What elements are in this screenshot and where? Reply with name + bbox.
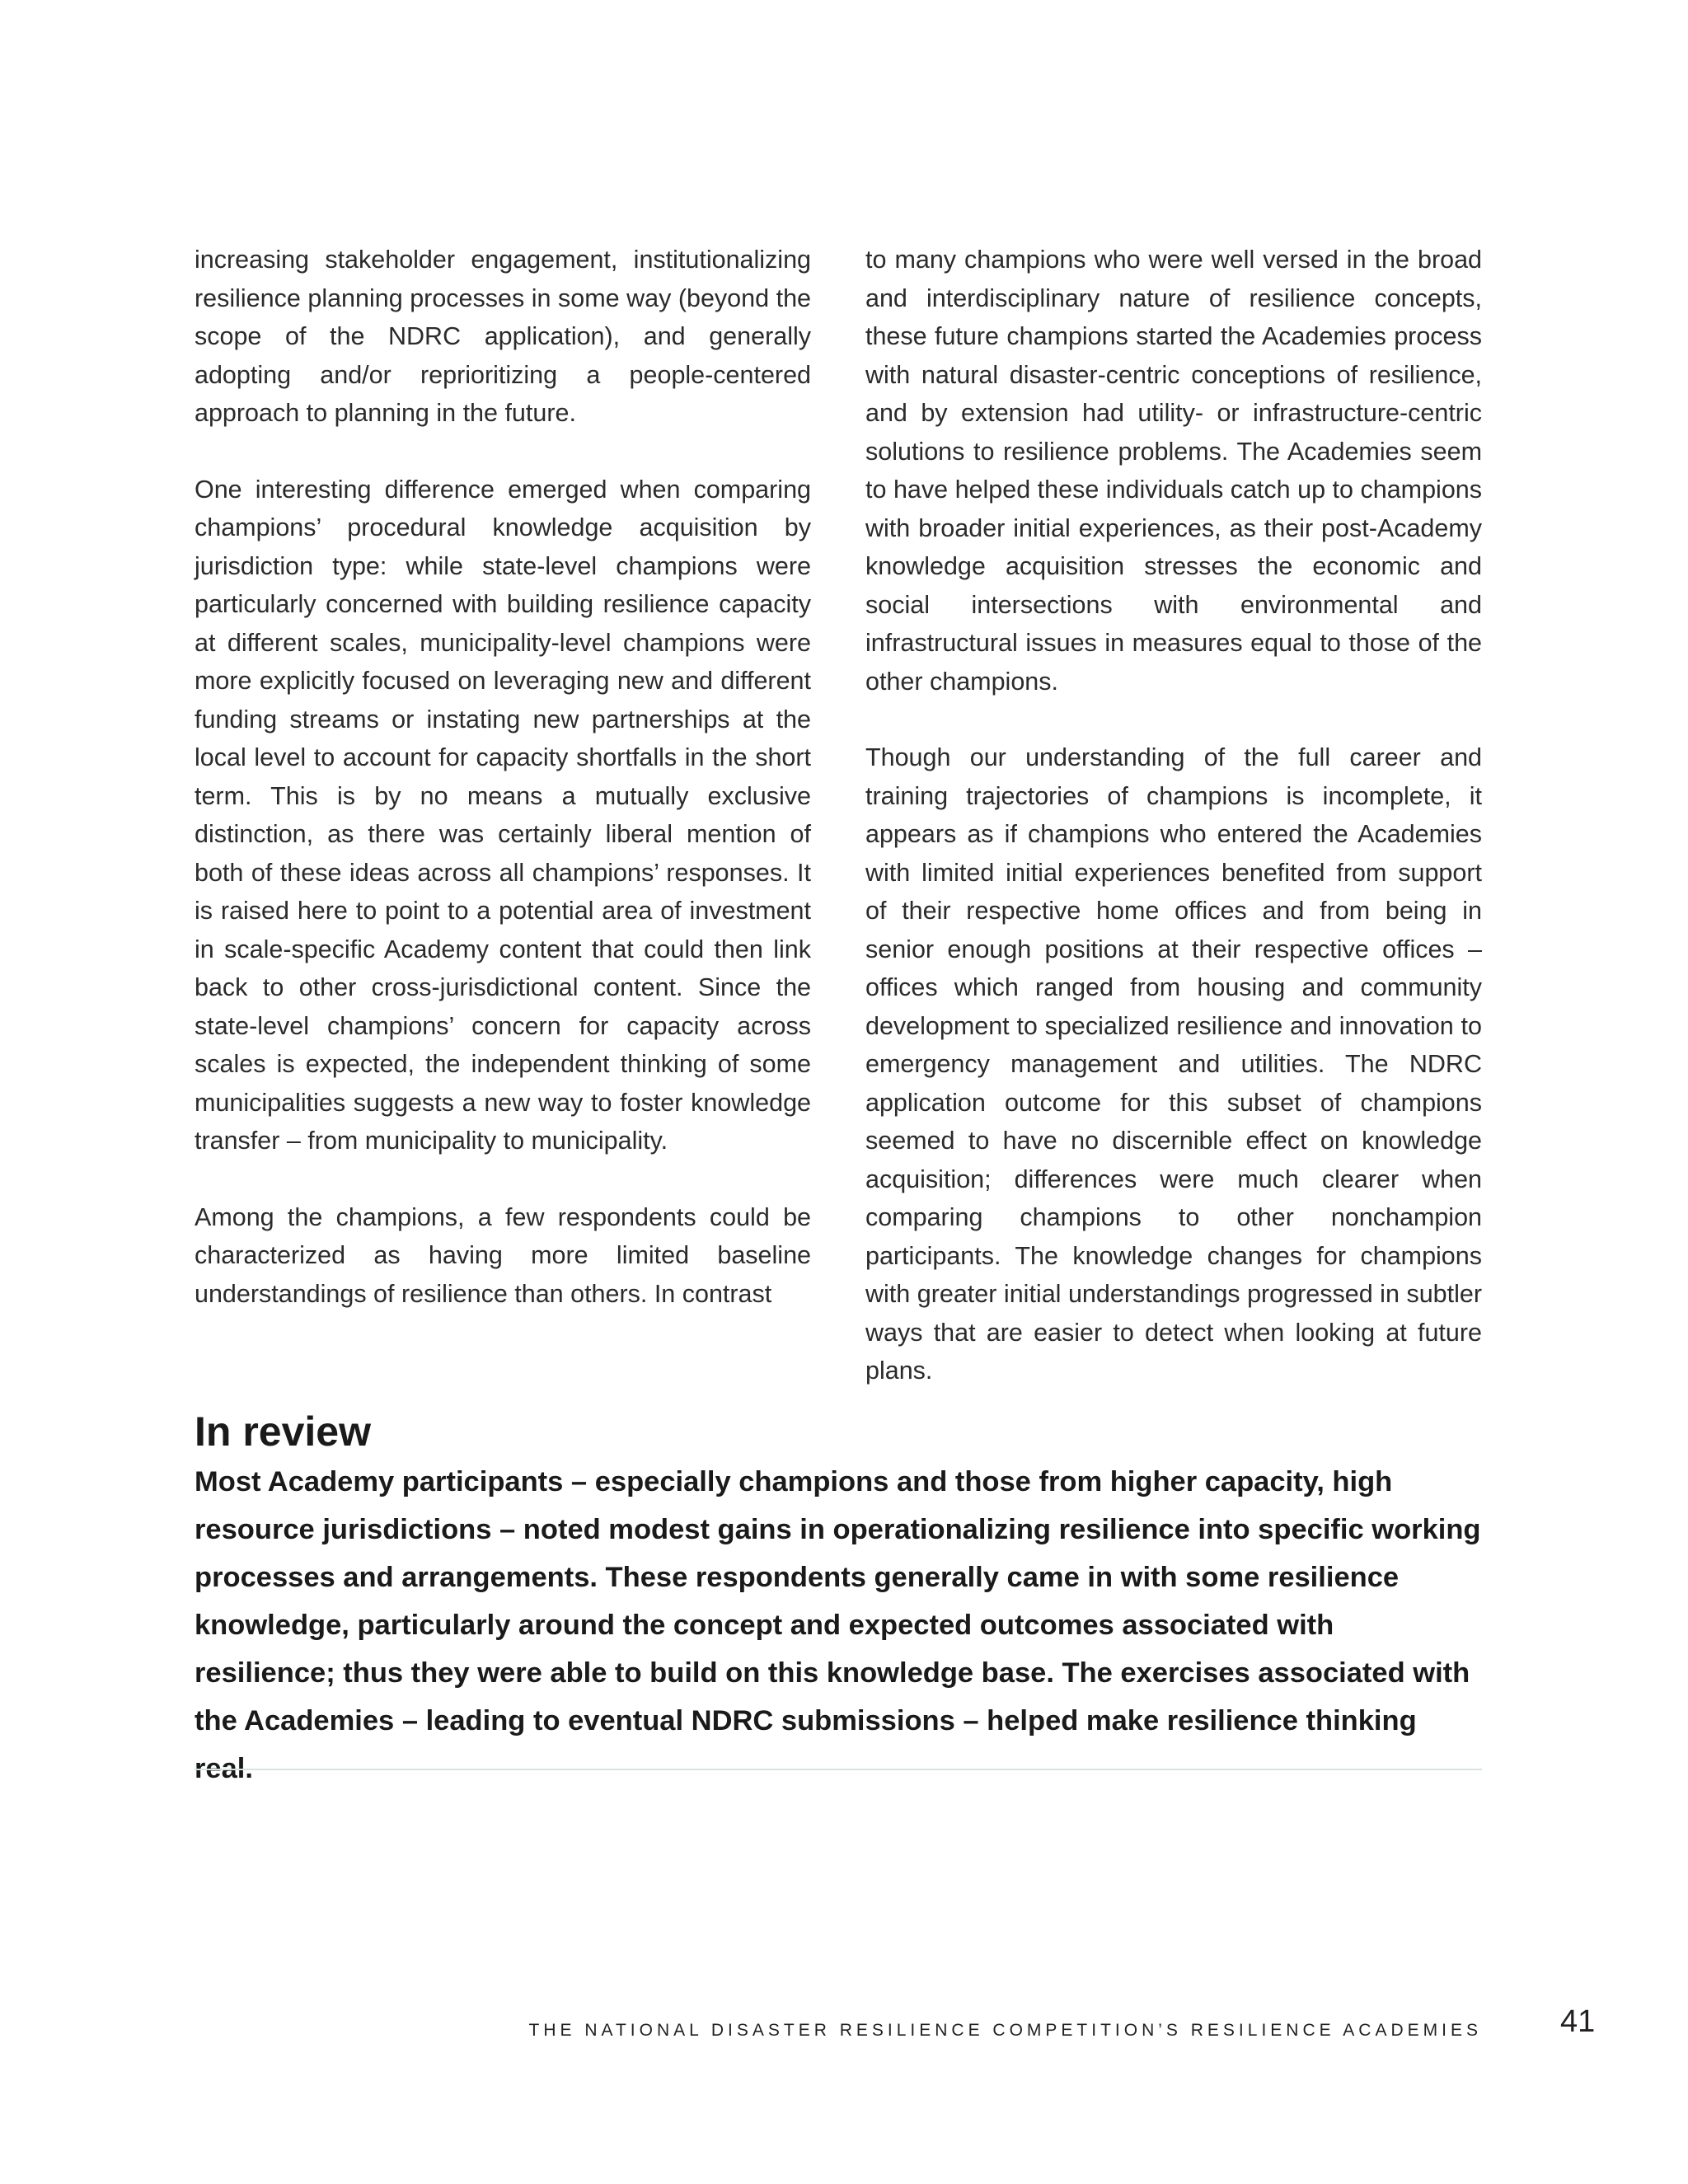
paragraph: to many champions who were well versed in the broad and interdisciplinary nature of resilience concepts, these future champions started the Academies process with natural disaster-centric conceptions of resilience, and by extension had utility- or infrastructure-centric solutions to resilience problems. The Academies seem to have helped these individuals catch up to champions with broader initial experiences, as their post-Academy knowledge acquisition stresses the economic and social intersections with environmental and infrastructural issues in measures equal to those of the other champions.	[865, 246, 1482, 696]
running-footer-title: THE NATIONAL DISASTER RESILIENCE COMPETITION’S RESILIENCE ACADEMIES	[528, 2021, 1482, 2040]
paragraph: One interesting difference emerged when comparing champions’ procedural knowledge acquisition by jurisdiction type: while state-level champions were particularly concerned with building resilience capacity at different scales, municipality-level champions were more explicitly focused on leveraging new and different funding streams or instating new partnerships at the local level to account for capacity shortfalls in the short term. This is by no means a mutually exclusive distinction, as there was certainly liberal mention of both of these ideas across all champions’ responses. It is raised here to point to a potential area of investment in scale-specific Academy content that could then link back to other cross-jurisdictional content. Since the state-level champions’ concern for capacity across scales is expected, the independent thinking of some municipalities suggests a new way to foster knowledge transfer – from municipality to municipality.	[195, 475, 811, 1155]
in-review-section	[195, 1405, 1482, 1793]
paragraph: Among the champions, a few respondents could be characterized as having more limited baseline understandings of resilience than others. In contrast	[195, 1202, 811, 1308]
page-number: 41	[1560, 2004, 1596, 2039]
paragraph: increasing stakeholder engagement, institutionalizing resilience planning processes in some way (beyond the scope of the NDRC application), and generally adopting and/or reprioritizing a people-centered approach to planning in the future.	[195, 246, 811, 427]
section-divider	[195, 1769, 1482, 1770]
section-heading: In review	[195, 1408, 371, 1455]
left-column	[195, 241, 811, 1390]
review-summary: Most Academy participants – especially champions and those from higher capacity, high resource jurisdictions – noted modest gains in operationalizing resilience into specific working processes and arrangements. These respondents generally came in with some resilience knowledge, particularly around the concept and expected outcomes associated with resilience; thus they were able to build on this knowledge base. The exercises associated with the Academies – leading to eventual NDRC submissions – helped make resilience thinking real.	[195, 1466, 1481, 1784]
body-columns	[195, 241, 1482, 1390]
paragraph: Though our understanding of the full career and training trajectories of champions is incomplete, it appears as if champions who entered the Academies with limited initial experiences benefited from support of their respective home offices and from being in senior enough positions at their respective offices – offices which ranged from housing and community development to specialized resilience and innovation to emergency management and utilities. The NDRC application outcome for this subset of champions seemed to have no discernible effect on knowledge acquisition; differences were much clearer when comparing champions to other nonchampion participants. The knowledge changes for champions with greater initial understandings progressed in subtler ways that are easier to detect when looking at future plans.	[865, 743, 1482, 1385]
right-column	[865, 241, 1482, 1390]
